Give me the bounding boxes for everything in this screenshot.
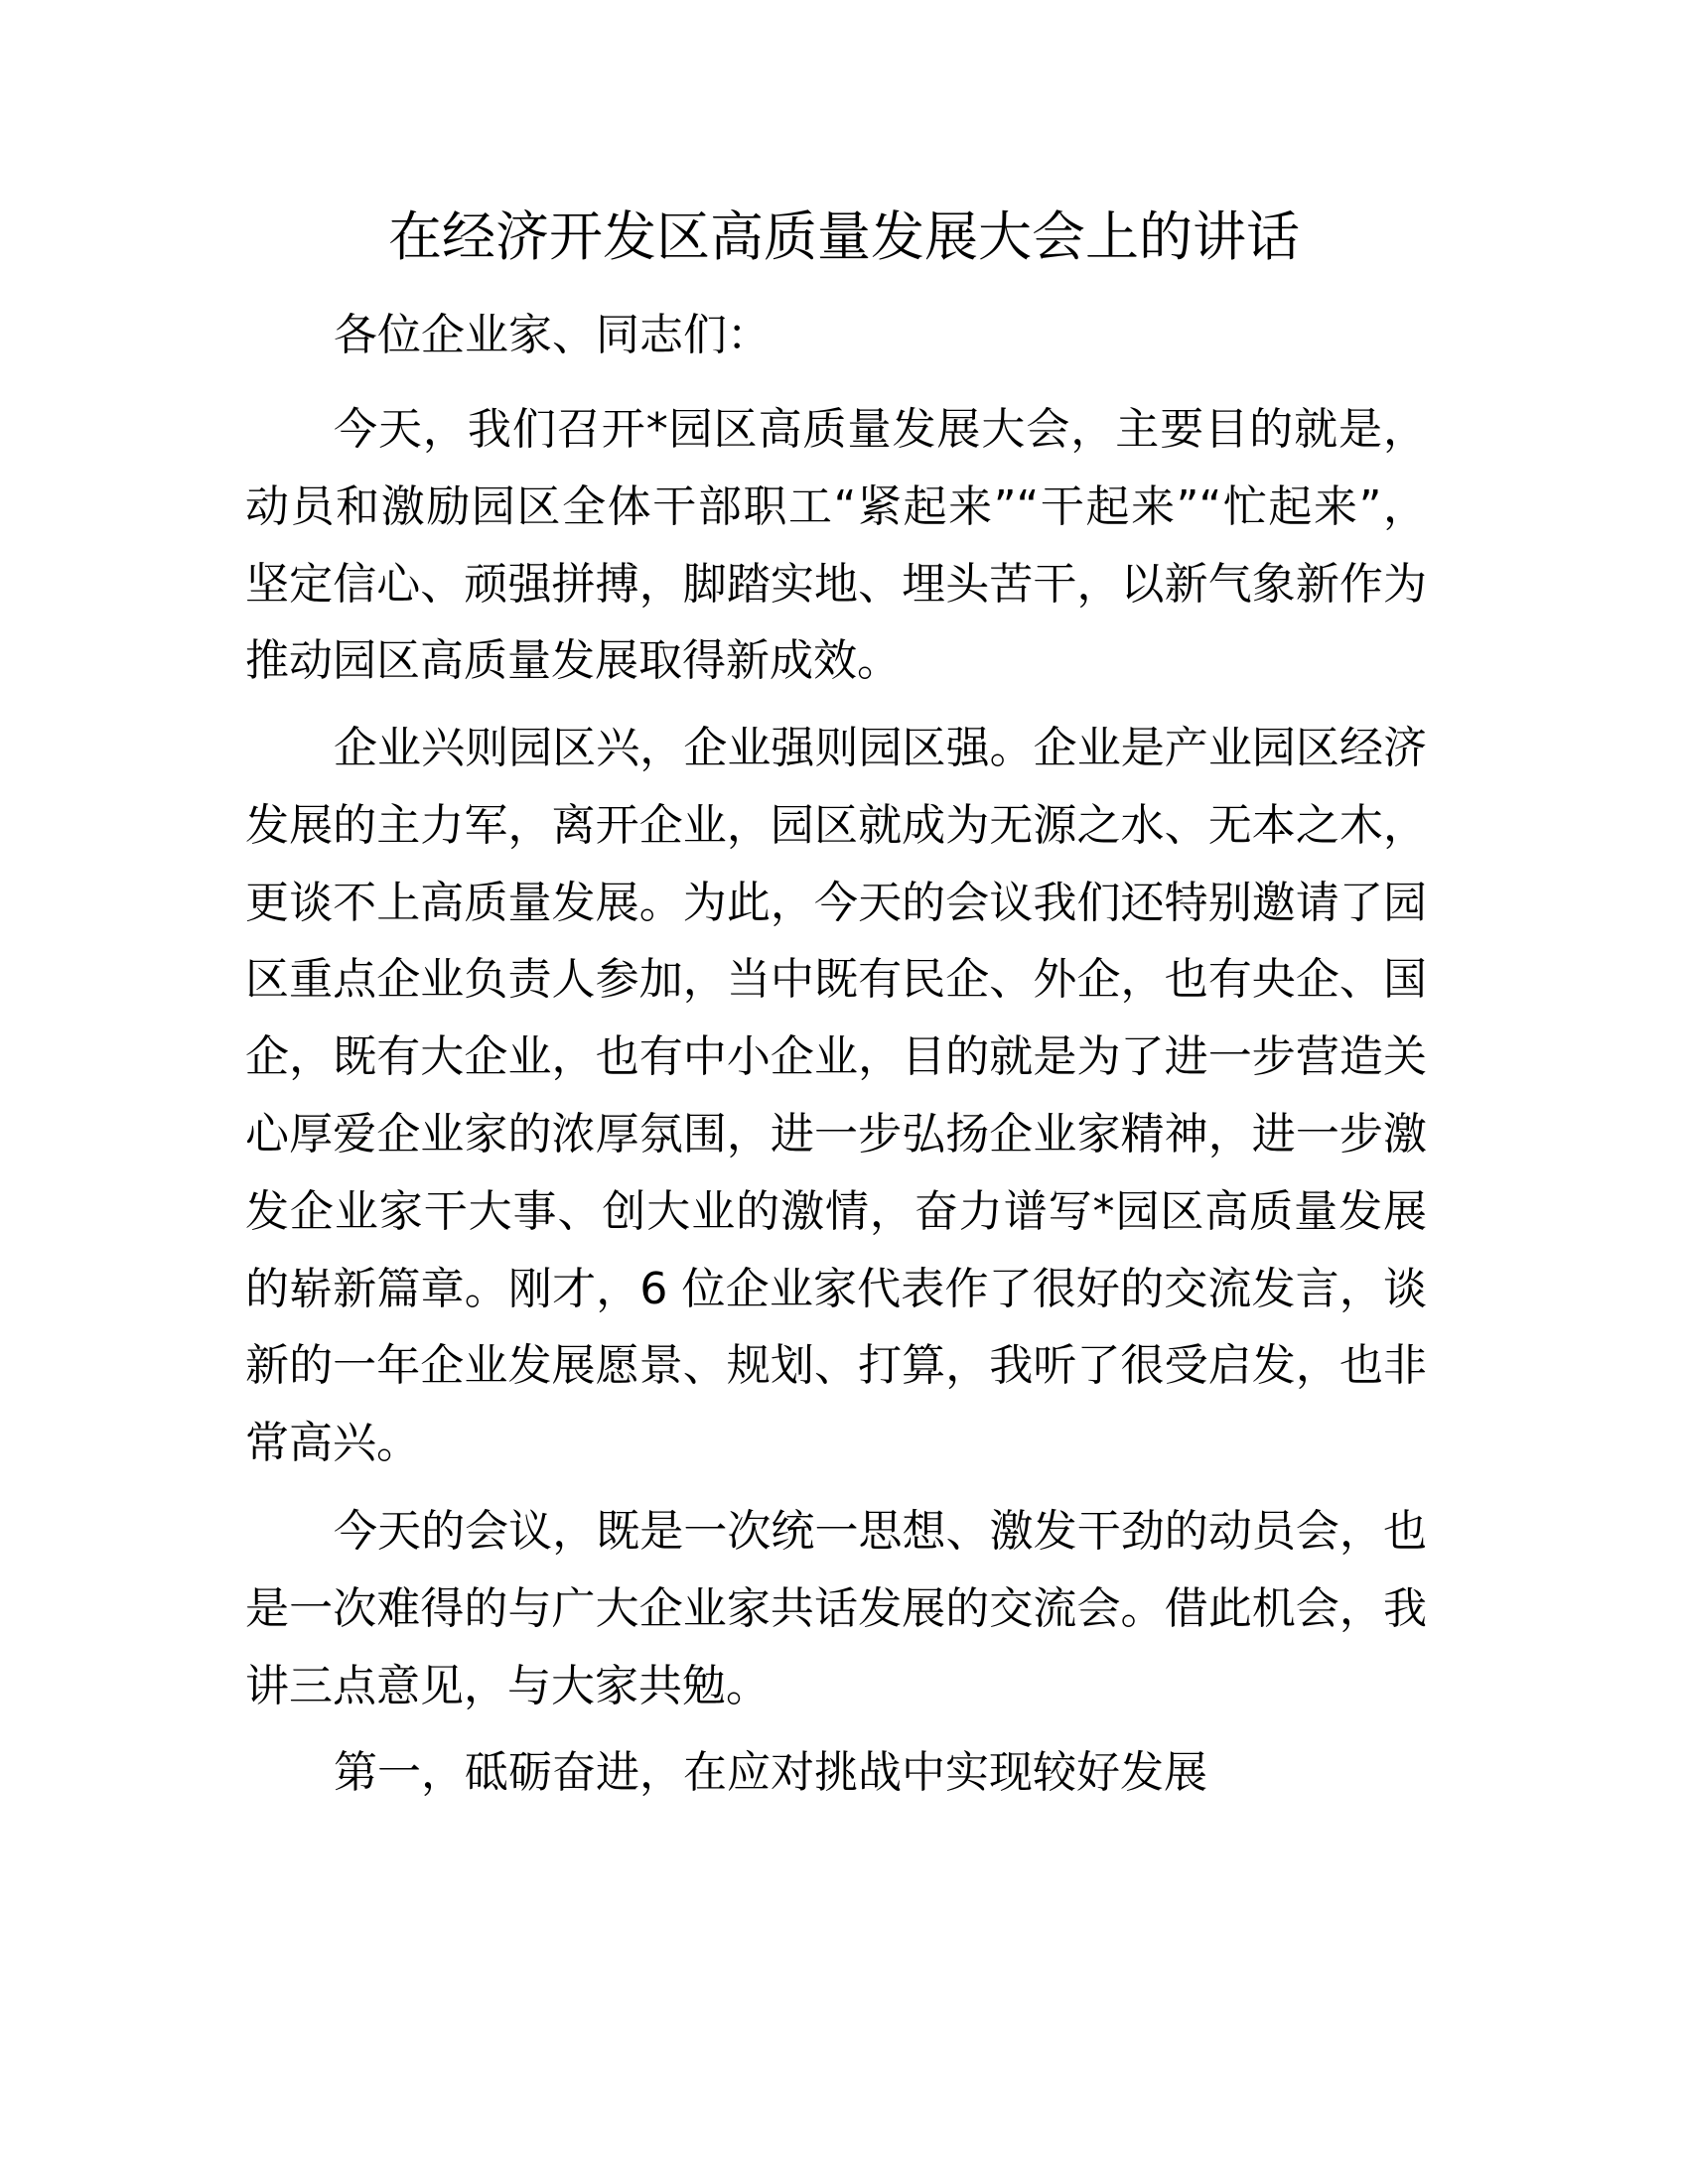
paragraph-line: 心厚爱企业家的浓厚氛围，进一步弘扬企业家精神，进一步激 [245, 1108, 1427, 1160]
paragraph-line: 企，既有大企业，也有中小企业，目的就是为了进一步营造关 [245, 1031, 1427, 1083]
paragraph-line: 企业兴则园区兴，企业强则园区强。企业是产业园区经济 [334, 723, 1427, 773]
paragraph-line: 今天的会议，既是一次统一思想、激发干劲的动员会，也 [334, 1506, 1427, 1557]
paragraph-2 [245, 710, 1427, 1482]
paragraph-line: 区重点企业负责人参加，当中既有民企、外企，也有央企、国 [245, 954, 1427, 1006]
paragraph-line: 是一次难得的与广大企业家共话发展的交流会。借此机会，我 [245, 1582, 1427, 1634]
paragraph-line: 发展的主力军，离开企业，园区就成为无源之水、无本之木， [245, 799, 1427, 851]
salutation-text: 各位企业家、同志们： [334, 310, 771, 360]
document-title: 在经济开发区高质量发展大会上的讲话 [388, 205, 1300, 268]
paragraph-line: 今天，我们召开*园区高质量发展大会，主要目的就是， [334, 404, 1427, 455]
paragraph-line: 发企业家干大事、创大业的激情，奋力谱写*园区高质量发展 [245, 1185, 1427, 1237]
paragraph-1 [245, 391, 1427, 700]
paragraph-line: 讲三点意见，与大家共勉。 [245, 1660, 770, 1711]
paragraph-line: 新的一年企业发展愿景、规划、打算，我听了很受启发，也非 [245, 1340, 1427, 1392]
paragraph-line: 坚定信心、顽强拼搏，脚踏实地、埋头苦干，以新气象新作为 [245, 558, 1427, 610]
paragraph-line: 更谈不上高质量发展。为此，今天的会议我们还特别邀请了园 [245, 877, 1427, 928]
paragraph-line: 的崭新篇章。刚才，6 位企业家代表作了很好的交流发言，谈 [245, 1263, 1427, 1314]
paragraph-line: 动员和激励园区全体干部职工“紧起来”“干起来”“忙起来”， [245, 480, 1427, 532]
paragraph-3 [245, 1493, 1427, 1724]
section-heading [245, 1734, 1427, 1812]
paragraph-line: 常高兴。 [245, 1418, 420, 1469]
paragraph-line: 推动园区高质量发展取得新成效。 [245, 635, 901, 687]
section-heading-text: 第一，砥砺奋进，在应对挑战中实现较好发展 [334, 1747, 1207, 1798]
salutation [245, 297, 1427, 374]
